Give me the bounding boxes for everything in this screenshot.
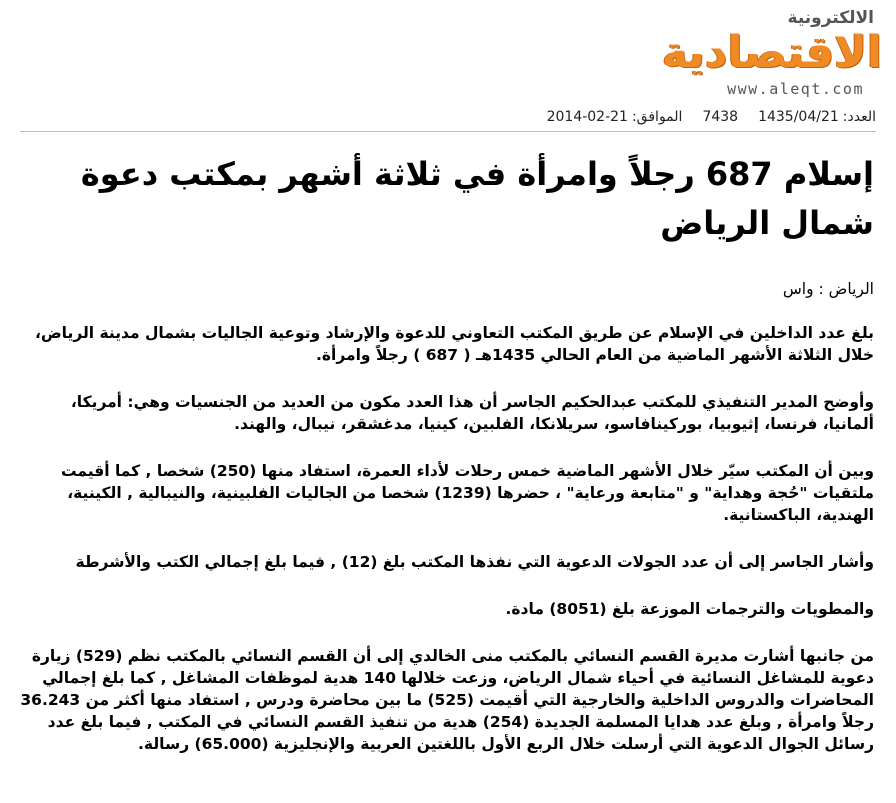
article-paragraph: من جانبها أشارت مديرة القسم النسائي بالمكتب منى الخالدي إلى أن القسم النسائي بالمكتب نظم (529) زيارة دعوية للمشاغل النسائية في أحياء شمال الرياض، وزعت خلالها 140 هدية لموظفات المشاغل , كما بلغ إجمالي المحاضرات والدروس الداخلية والخارجية التي أقيمت (525) ما بين محاضرة ودرس , استفاد منها أكثر من 36.243 رجلاً وامرأة , وبلغ عدد هدايا المسلمة الجديدة (254) هدية من تنفيذ القسم النسائي في المكتب , فيما بلغ عدد رسائل الجوال الدعوية التي أرسلت خلال الربع الأول باللغتين العربية والإنجليزية (65.000) رسالة. [20,647,874,753]
article-paragraph: والمطويات والترجمات الموزعة بلغ (8051) مادة. [505,600,874,618]
article-paragraph: وبين أن المكتب سيّر خلال الأشهر الماضية خمس رحلات لأداء العمرة، استفاد منها (250) شخصا , كما أقيمت ملتقيات "حُجة وهداية" و "متابعة ورعاية" ، حضرها (1239) شخصا من الجاليات الفلبينية، والنيبالية , الكينية، الهندية، الباكستانية. [60,462,874,524]
gregorian-label: الموافق: [631,109,683,125]
issue-meta-bar [20,109,876,132]
logo-subtitle: الالكترونية [787,8,874,28]
article-source: الرياض : واس [782,280,874,298]
article-paragraph: وأشار الجاسر إلى أن عدد الجولات الدعوية التي نفذها المكتب بلغ (12) , فيما بلغ إجمالي الكتب والأشرطة [75,553,874,571]
article-title: إسلام 687 رجلاً وامرأة في ثلاثة أشهر بمكتب دعوة شمال الرياض [80,155,874,242]
logo-wordmark: الاقتصادية [661,27,882,78]
gregorian-date: 2014-02-21 [546,109,628,125]
logo-url: www.aleqt.com [727,80,864,98]
issue-label: العدد: [842,109,876,125]
issue-number: 7438 [702,109,739,125]
article-paragraph: بلغ عدد الداخلين في الإسلام عن طريق المكتب التعاوني للدعوة والإرشاد وتوعية الجاليات بشمال مدينة الرياض، خلال الثلاثة الأشهر الماضية من العام الحالي 1435هـ ( 687 ) رجلاً وامرأة. [34,324,874,364]
hijri-date: 1435/04/21 [758,109,839,125]
site-logo[interactable] [606,8,886,98]
article-body [18,278,874,780]
article-paragraph: وأوضح المدير التنفيذي للمكتب عبدالحكيم الجاسر أن هذا العدد مكون من العديد من الجنسيات وهي: أمريكا، ألمانيا، فرنسا، إثيوبيا، بوركينافاسو، سريلانكا، الفلبين، كينيا، مدغشقر، نيبال، والهند. [70,393,874,433]
